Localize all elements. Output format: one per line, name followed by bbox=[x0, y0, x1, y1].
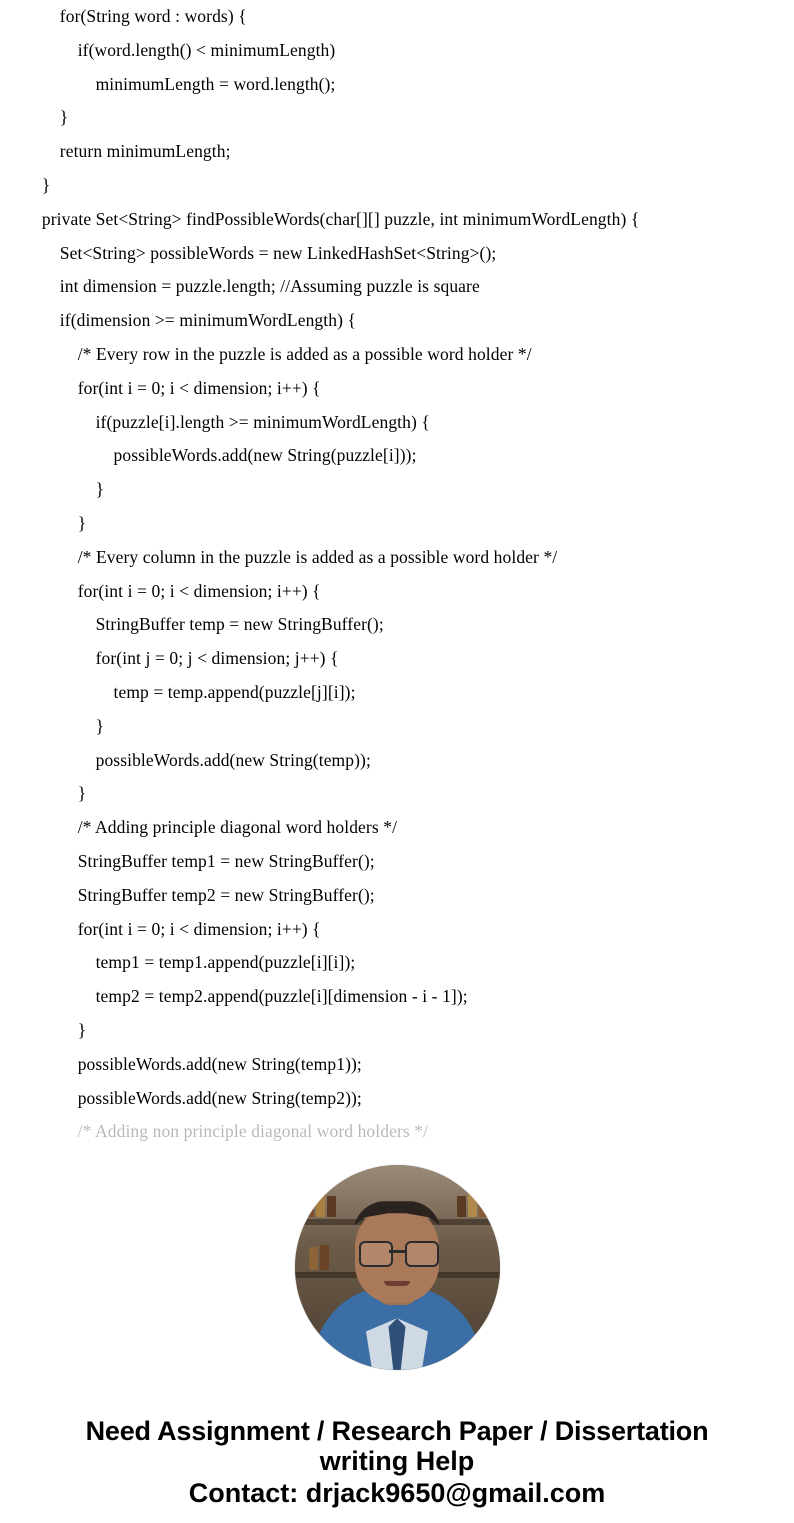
code-line: for(int i = 0; i < dimension; i++) { bbox=[24, 580, 321, 601]
code-line: minimumLength = word.length(); bbox=[24, 73, 336, 94]
book-spine bbox=[468, 1192, 477, 1217]
code-line: } bbox=[24, 715, 105, 736]
eyeglasses-left-lens bbox=[359, 1241, 393, 1267]
code-line-truncated: /* Adding non principle diagonal word holders */ bbox=[24, 1121, 429, 1142]
promo-headline: Need Assignment / Research Paper / Dissertation bbox=[85, 1416, 709, 1447]
code-line: temp1 = temp1.append(puzzle[i][i]); bbox=[24, 952, 356, 973]
code-line: private Set<String> findPossibleWords(char[][] puzzle, int minimumWordLength) { bbox=[24, 208, 640, 229]
code-fade-region bbox=[24, 1115, 770, 1145]
code-line: } bbox=[24, 479, 105, 500]
code-line: } bbox=[24, 107, 69, 128]
code-line: /* Every column in the puzzle is added as a possible word holder */ bbox=[24, 546, 558, 567]
promo-contact: Contact: drjack9650@gmail.com bbox=[188, 1478, 606, 1509]
book-spine bbox=[457, 1196, 466, 1217]
avatar bbox=[295, 1165, 500, 1370]
code-line: StringBuffer temp = new StringBuffer(); bbox=[24, 614, 384, 635]
code-line: for(int i = 0; i < dimension; i++) { bbox=[24, 377, 321, 398]
promo-block bbox=[0, 1416, 794, 1508]
code-line: temp = temp.append(puzzle[j][i]); bbox=[24, 681, 356, 702]
code-line: } bbox=[24, 174, 51, 195]
code-line: if(puzzle[i].length >= minimumWordLength) { bbox=[24, 411, 430, 432]
code-line: if(word.length() < minimumLength) bbox=[24, 39, 336, 60]
code-line: possibleWords.add(new String(temp1)); bbox=[24, 1053, 362, 1074]
code-line: for(int j = 0; j < dimension; j++) { bbox=[24, 648, 339, 669]
code-line: return minimumLength; bbox=[24, 141, 231, 162]
book-spine bbox=[305, 1194, 314, 1217]
code-line: StringBuffer temp1 = new StringBuffer(); bbox=[24, 850, 375, 871]
person-mouth bbox=[384, 1281, 410, 1286]
book-spine bbox=[316, 1192, 325, 1217]
book-spine bbox=[309, 1247, 318, 1270]
promo-subheadline: writing Help bbox=[319, 1446, 475, 1477]
book-spine bbox=[320, 1245, 329, 1270]
code-line: possibleWords.add(new String(temp)); bbox=[24, 749, 371, 770]
code-line: if(dimension >= minimumWordLength) { bbox=[24, 310, 356, 331]
code-line: for(int i = 0; i < dimension; i++) { bbox=[24, 918, 321, 939]
code-line: possibleWords.add(new String(puzzle[i])); bbox=[24, 445, 417, 466]
code-line: /* Adding principle diagonal word holders */ bbox=[24, 817, 398, 838]
eyeglasses-bridge bbox=[389, 1250, 405, 1253]
code-line: temp2 = temp2.append(puzzle[i][dimension - i - 1]); bbox=[24, 986, 468, 1007]
eyeglasses-right-lens bbox=[405, 1241, 439, 1267]
code-line: possibleWords.add(new String(temp2)); bbox=[24, 1087, 362, 1108]
code-line: Set<String> possibleWords = new LinkedHashSet<String>(); bbox=[24, 242, 497, 263]
code-line: } bbox=[24, 512, 87, 533]
book-spine bbox=[327, 1196, 336, 1217]
code-line: for(String word : words) { bbox=[24, 6, 247, 26]
portrait-container bbox=[0, 1165, 794, 1370]
code-line: StringBuffer temp2 = new StringBuffer(); bbox=[24, 884, 375, 905]
book-spine bbox=[479, 1194, 488, 1217]
code-line: /* Every row in the puzzle is added as a possible word holder */ bbox=[24, 343, 532, 364]
code-line: } bbox=[24, 1019, 87, 1040]
code-line: int dimension = puzzle.length; //Assuming puzzle is square bbox=[24, 276, 480, 297]
code-line: } bbox=[24, 783, 87, 804]
